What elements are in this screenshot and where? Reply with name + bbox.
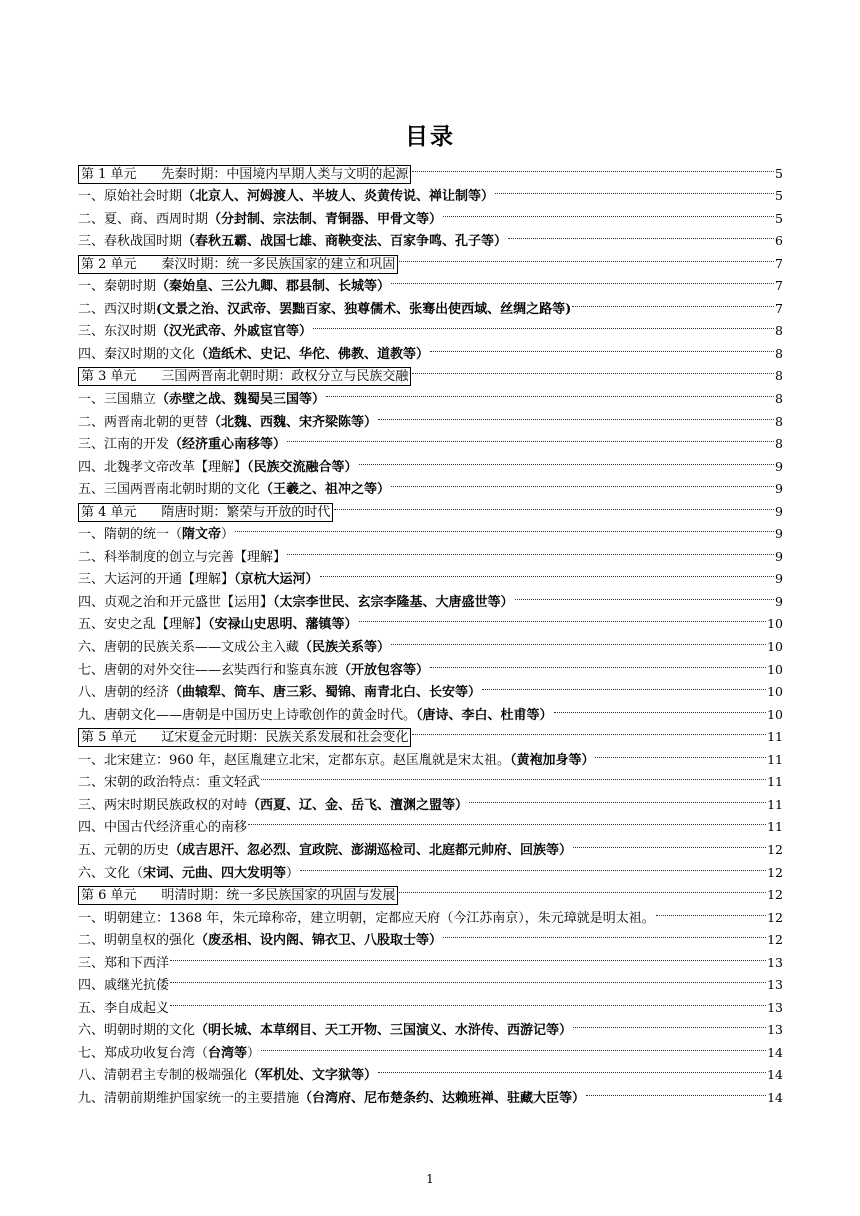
entry-page-number: 10 xyxy=(767,706,783,722)
toc-entry-text xyxy=(78,434,286,457)
entry-keywords: （赤壁之战、魏蜀吴三国等） xyxy=(156,392,326,408)
toc-entry-text xyxy=(78,1043,260,1066)
entry-keywords: （军机处、文字狱等） xyxy=(247,1068,378,1084)
toc-entry-text xyxy=(78,457,358,480)
entry-keywords: （京杭大运河） xyxy=(234,572,319,588)
toc-entry-text xyxy=(78,344,429,367)
entry-title: 一、北宋建立：960 年，赵匡胤建立北宋，定都东京。赵匡胤就是宋太祖。 xyxy=(78,752,510,768)
entry-keywords: 宋词、元曲、四大发明等 xyxy=(143,865,287,881)
entry-keywords: （春秋五霸、战国七雄、商鞅变法、百家争鸣、孔子等） xyxy=(182,234,508,250)
dot-leader xyxy=(412,155,774,178)
dot-leader xyxy=(586,1079,766,1102)
entry-page-number: 10 xyxy=(767,684,783,700)
dot-leader xyxy=(443,200,774,223)
entry-page-number: 10 xyxy=(767,639,783,655)
entry-keywords: 隋文帝 xyxy=(182,527,222,543)
dot-leader xyxy=(391,471,774,494)
toc-entry-text xyxy=(78,660,429,683)
entry-page-number: 5 xyxy=(775,188,783,204)
dot-leader xyxy=(515,583,775,606)
entry-page-number: 11 xyxy=(767,751,783,767)
entry-page-number: 5 xyxy=(775,165,783,181)
entry-page-number: 13 xyxy=(767,999,783,1015)
dot-leader xyxy=(334,493,774,516)
toc-entry-text xyxy=(78,998,169,1021)
toc-entry-text xyxy=(78,975,169,998)
entry-page-number: 8 xyxy=(775,436,783,452)
toc-entry-text xyxy=(78,209,442,232)
entry-keywords: （废丞相、设内阁、锦衣卫、八股取士等） xyxy=(195,933,443,949)
entry-page-number: 6 xyxy=(775,233,783,249)
entry-title: 四、贞观之治和开元盛世【运用】 xyxy=(78,594,274,610)
toc-entry-text xyxy=(78,547,286,570)
dot-leader xyxy=(320,561,775,584)
entry-page-number: 9 xyxy=(775,593,783,609)
entry-title: 九、清朝前期维护国家统一的主要措施 xyxy=(78,1090,300,1106)
entry-title: 五、李自成起义 xyxy=(78,1000,170,1016)
entry-title: 八、唐朝的经济 xyxy=(78,685,170,701)
dot-leader xyxy=(391,268,774,291)
entry-title: 一、原始社会时期 xyxy=(78,189,183,205)
toc-entry-text xyxy=(78,863,299,886)
entry-title: 七、唐朝的对外交往——玄奘西行和鉴真东渡 xyxy=(78,662,339,678)
unit-label: 第 2 单元 xyxy=(81,256,137,272)
toc-entry-text xyxy=(78,389,325,412)
entry-page-number: 9 xyxy=(775,503,783,519)
unit-title: 隋唐时期：繁荣与开放的时代 xyxy=(161,504,331,520)
entry-title: 二、两晋南北朝的更替 xyxy=(78,414,209,430)
entry-tail: ） xyxy=(247,1045,261,1061)
entry-page-number: 14 xyxy=(767,1044,783,1060)
entry-page-number: 7 xyxy=(775,255,783,271)
table-of-contents xyxy=(78,155,783,1106)
unit-label: 第 1 单元 xyxy=(81,166,137,182)
unit-label: 第 6 单元 xyxy=(81,888,137,904)
entry-title: 三、大运河的开通【理解】 xyxy=(78,572,235,588)
entry-title: 二、明朝皇权的强化 xyxy=(78,933,196,949)
dot-leader xyxy=(391,628,766,651)
toc-entry-text xyxy=(78,255,398,274)
unit-title: 先秦时期：中国境内早期人类与文明的起源 xyxy=(161,166,409,182)
entry-page-number: 13 xyxy=(767,1022,783,1038)
entry-title: 六、明朝时期的文化 xyxy=(78,1023,196,1039)
dot-leader xyxy=(287,538,774,561)
entry-title: 四、北魏孝文帝改革【理解】 xyxy=(78,459,248,475)
entry-page-number: 12 xyxy=(767,909,783,925)
dot-leader xyxy=(235,516,774,539)
entry-page-number: 11 xyxy=(767,774,783,790)
entry-keywords: （黄袍加身等） xyxy=(509,752,595,768)
toc-entry-text xyxy=(78,637,390,660)
entry-title: 三、春秋战国时期 xyxy=(78,234,183,250)
entry-title: 七、郑成功收复台湾（ xyxy=(78,1045,209,1061)
entry-page-number: 7 xyxy=(775,278,783,294)
entry-keywords: （开放包容等） xyxy=(338,662,430,678)
entry-title: 一、秦朝时期 xyxy=(78,279,157,295)
entry-keywords: (文景之治、汉武帝、罢黜百家、独尊儒术、张骞出使西域、丝绸之路等) xyxy=(156,301,572,317)
entry-page-number: 10 xyxy=(767,661,783,677)
dot-leader xyxy=(554,696,767,719)
entry-title: 四、中国古代经济重心的南移 xyxy=(78,820,248,836)
entry-title: 二、夏、商、西周时期 xyxy=(78,211,209,227)
entry-page-number: 8 xyxy=(775,323,783,339)
dot-leader xyxy=(399,245,774,268)
toc-entry-text xyxy=(78,817,247,840)
entry-page-number: 9 xyxy=(775,548,783,564)
dot-leader xyxy=(443,922,766,945)
entry-keywords: （分封制、宗法制、青铜器、甲骨文等） xyxy=(208,211,443,227)
toc-entry-text xyxy=(78,569,319,592)
toc-entry-text xyxy=(78,1088,585,1111)
entry-keywords: （西夏、辽、金、岳飞、澶渊之盟等） xyxy=(247,797,469,813)
entry-page-number: 11 xyxy=(767,729,783,745)
entry-page-number: 12 xyxy=(767,887,783,903)
dot-leader xyxy=(378,403,774,426)
entry-title: 三、东汉时期 xyxy=(78,324,157,340)
toc-entry-text xyxy=(78,186,494,209)
dot-leader xyxy=(430,651,766,674)
entry-keywords: （秦始皇、三公九卿、郡县制、长城等） xyxy=(156,279,391,295)
entry-page-number: 8 xyxy=(775,368,783,384)
toc-entry-text xyxy=(78,953,169,976)
toc-entry-text xyxy=(78,1065,377,1088)
entry-page-number: 8 xyxy=(775,413,783,429)
dot-leader xyxy=(430,335,774,358)
entry-title: 三、江南的开发 xyxy=(78,437,170,453)
entry-keywords: （明长城、本草纲目、天工开物、三国演义、水浒传、西游记等） xyxy=(195,1023,573,1039)
dot-leader xyxy=(170,944,766,967)
entry-page-number: 11 xyxy=(767,819,783,835)
dot-leader xyxy=(469,786,766,809)
entry-tail: ） xyxy=(221,527,235,543)
entry-page-number: 13 xyxy=(767,977,783,993)
entry-page-number: 9 xyxy=(775,526,783,542)
entry-page-number: 7 xyxy=(775,300,783,316)
dot-leader xyxy=(508,223,774,246)
dot-leader xyxy=(656,899,766,922)
entry-page-number: 5 xyxy=(775,210,783,226)
entry-title: 二、西汉时期 xyxy=(78,301,157,317)
dot-leader xyxy=(287,426,774,449)
entry-title: 五、元朝的历史 xyxy=(78,842,170,858)
entry-keywords: （曲辕犁、筒车、唐三彩、蜀锦、南青北白、长安等） xyxy=(169,685,482,701)
toc-entry-text xyxy=(78,728,411,747)
toc-unit-heading[interactable] xyxy=(78,155,783,182)
entry-keywords: （安禄山史思明、藩镇等） xyxy=(208,617,358,633)
entry-title: 二、科举制度的创立与完善【理解】 xyxy=(78,549,287,565)
entry-page-number: 14 xyxy=(767,1089,783,1105)
entry-keywords: （北魏、西魏、宋齐梁陈等） xyxy=(208,414,378,430)
toc-entry-text xyxy=(78,772,260,795)
dot-leader xyxy=(572,290,774,313)
toc-entry[interactable] xyxy=(78,944,783,971)
entry-page-number: 9 xyxy=(775,571,783,587)
toc-entry-text xyxy=(78,682,481,705)
unit-title: 明清时期：统一多民族国家的巩固与发展 xyxy=(161,888,396,904)
unit-label: 第 4 单元 xyxy=(81,504,137,520)
dot-leader xyxy=(248,809,766,832)
page-number: 1 xyxy=(426,1172,434,1186)
unit-title: 秦汉时期：统一多民族国家的建立和巩固 xyxy=(161,256,396,272)
dot-leader xyxy=(261,764,766,787)
entry-page-number: 12 xyxy=(767,864,783,880)
entry-page-number: 8 xyxy=(775,391,783,407)
entry-title: 四、戚继光抗倭 xyxy=(78,978,170,994)
dot-leader xyxy=(482,674,766,697)
unit-title: 辽宋夏金元时期：民族关系发展和社会变化 xyxy=(161,730,409,746)
dot-leader xyxy=(300,854,766,877)
entry-keywords: （唐诗、李白、杜甫等） xyxy=(416,707,553,723)
dot-leader xyxy=(170,967,766,990)
entry-title: 一、三国鼎立 xyxy=(78,392,157,408)
entry-title: 二、宋朝的政治特点：重文轻武 xyxy=(78,775,261,791)
toc-entry-text xyxy=(78,524,234,547)
entry-page-number: 9 xyxy=(775,458,783,474)
entry-title: 五、三国两晋南北朝时期的文化 xyxy=(78,482,261,498)
dot-leader xyxy=(573,831,766,854)
dot-leader xyxy=(399,877,766,900)
toc-entry[interactable] xyxy=(78,967,783,994)
toc-title: 目录 xyxy=(405,123,455,150)
entry-keywords: （北京人、河姆渡人、半坡人、炎黄传说、禅让制等） xyxy=(182,189,495,205)
entry-keywords: （太宗李世民、玄宗李隆基、大唐盛世等） xyxy=(273,594,514,610)
entry-keywords: （民族交流融合等） xyxy=(247,459,358,475)
entry-keywords: （王羲之、祖冲之等） xyxy=(260,482,391,498)
toc-entry[interactable] xyxy=(78,989,783,1016)
entry-keywords: （汉光武帝、外戚宦官等） xyxy=(156,324,313,340)
entry-page-number: 11 xyxy=(767,796,783,812)
entry-page-number: 14 xyxy=(767,1067,783,1083)
entry-page-number: 9 xyxy=(775,481,783,497)
dot-leader xyxy=(359,448,775,471)
unit-title: 三国两晋南北朝时期：政权分立与民族交融 xyxy=(161,369,409,385)
dot-leader xyxy=(595,741,766,764)
toc-entry-text xyxy=(78,886,398,905)
toc-entry-text xyxy=(78,276,390,299)
toc-entry-text xyxy=(78,321,312,344)
entry-title: 一、明朝建立：1368 年，朱元璋称帝，建立明朝，定都应天府（今江苏南京），朱元璋就是明太祖。 xyxy=(78,910,655,926)
entry-title: 六、唐朝的民族关系——文成公主入藏 xyxy=(78,640,300,656)
entry-page-number: 8 xyxy=(775,345,783,361)
dot-leader xyxy=(495,178,774,201)
dot-leader xyxy=(412,358,774,381)
entry-title: 一、隋朝的统一（ xyxy=(78,527,183,543)
entry-keywords: （民族关系等） xyxy=(299,640,391,656)
entry-title: 四、秦汉时期的文化 xyxy=(78,346,196,362)
entry-keywords: 台湾等 xyxy=(208,1045,248,1061)
unit-label: 第 3 单元 xyxy=(81,369,137,385)
dot-leader xyxy=(359,606,767,629)
entry-title: 三、两宋时期民族政权的对峙 xyxy=(78,797,248,813)
dot-leader xyxy=(378,1057,766,1080)
entry-keywords: （台湾府、尼布楚条约、达赖班禅、驻藏大臣等） xyxy=(299,1090,586,1106)
dot-leader xyxy=(313,313,774,336)
toc-entry-text xyxy=(78,614,358,637)
entry-page-number: 12 xyxy=(767,841,783,857)
entry-title: 五、安史之乱【理解】 xyxy=(78,617,209,633)
entry-page-number: 12 xyxy=(767,932,783,948)
toc-entry-text xyxy=(78,165,411,184)
entry-tail: ） xyxy=(286,865,300,881)
entry-keywords: （造纸术、史记、华佗、佛教、道教等） xyxy=(195,346,430,362)
dot-leader xyxy=(573,1012,766,1035)
unit-label: 第 5 单元 xyxy=(81,730,137,746)
toc-entry[interactable] xyxy=(78,1012,783,1039)
dot-leader xyxy=(326,380,774,403)
dot-leader xyxy=(170,989,766,1012)
entry-title: 八、清朝君主专制的极端强化 xyxy=(78,1068,248,1084)
entry-keywords: （经济重心南移等） xyxy=(169,437,287,453)
entry-title: 六、文化（ xyxy=(78,865,144,881)
entry-title: 三、郑和下西洋 xyxy=(78,955,170,971)
entry-title: 九、唐朝文化——唐朝是中国历史上诗歌创作的黄金时代。 xyxy=(78,707,417,723)
entry-page-number: 10 xyxy=(767,616,783,632)
entry-page-number: 13 xyxy=(767,954,783,970)
dot-leader xyxy=(412,719,766,742)
dot-leader xyxy=(261,1034,766,1057)
entry-keywords: （成吉思汗、忽必烈、宣政院、澎湖巡检司、北庭都元帅府、回族等） xyxy=(169,842,573,858)
